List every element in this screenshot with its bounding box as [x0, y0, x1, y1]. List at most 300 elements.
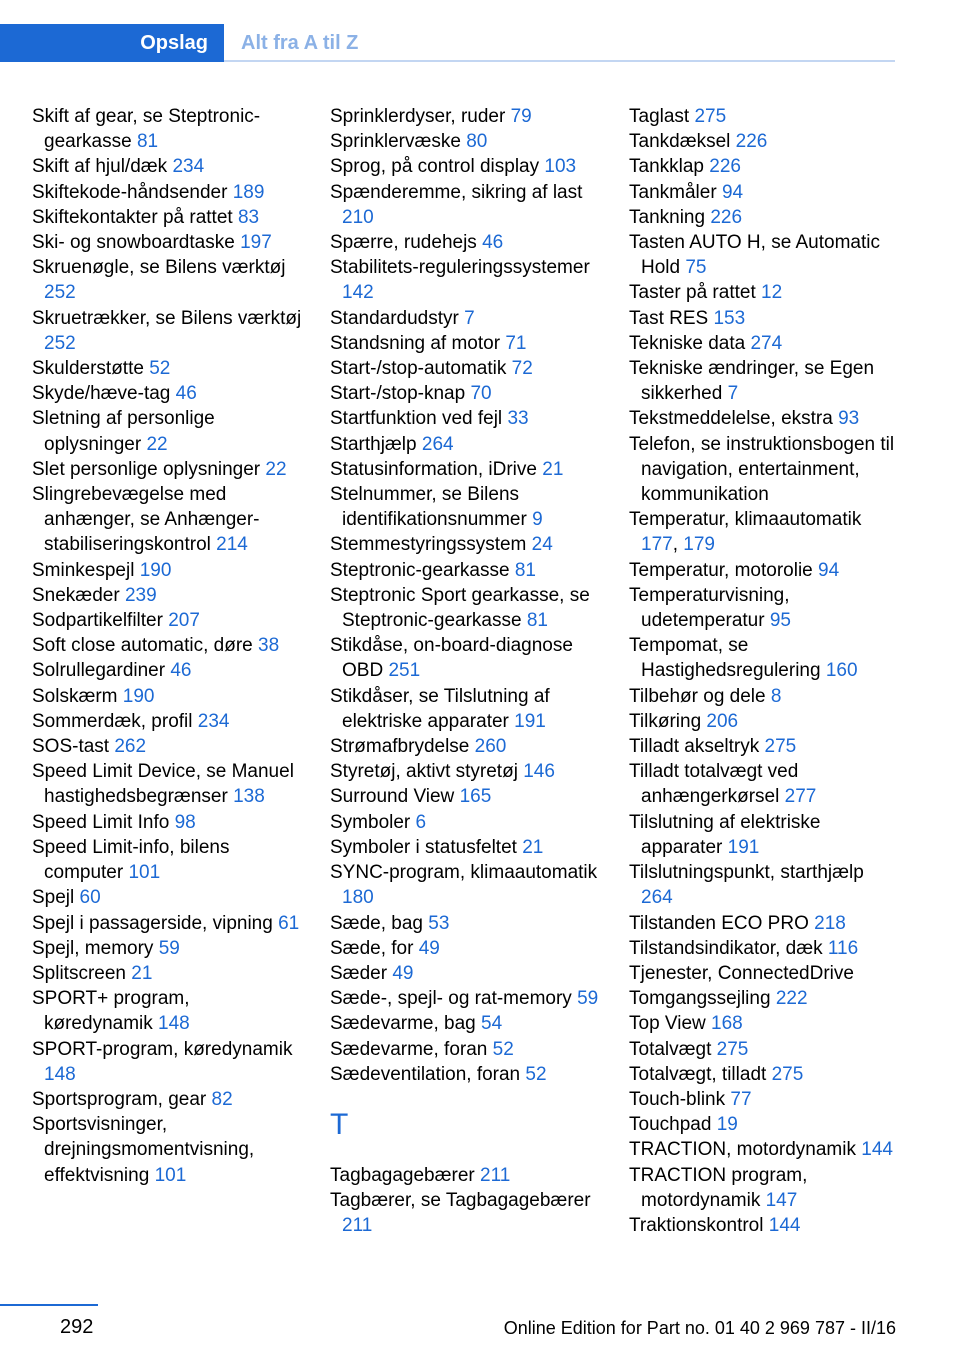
page-link[interactable]: 21: [522, 836, 544, 858]
tab-underline: [224, 60, 895, 62]
page-link[interactable]: 46: [175, 383, 197, 405]
page-link[interactable]: 191: [514, 710, 546, 732]
index-entry: [330, 684, 600, 734]
index-entry: [330, 1062, 600, 1087]
index-entry: [629, 558, 899, 583]
index-entry: [330, 558, 600, 583]
page-link[interactable]: 264: [421, 433, 454, 455]
index-entry: [330, 961, 600, 986]
index-entry: [629, 709, 899, 734]
entry-term: Spejl i passagerside, vipning: [32, 912, 273, 934]
index-column-3: [629, 104, 899, 1238]
index-entry: [629, 205, 899, 230]
page-link[interactable]: 61: [278, 912, 300, 934]
entry-term: Taglast: [629, 106, 690, 127]
page-link[interactable]: 146: [523, 761, 555, 783]
index-entry: [330, 784, 600, 809]
index-entry: [629, 432, 899, 508]
entry-term: Sædevarme, bag: [330, 1013, 476, 1035]
page-link[interactable]: 21: [131, 962, 153, 984]
index-entry: [629, 633, 899, 683]
page-link[interactable]: 160: [825, 660, 858, 682]
entry-term: Sportsvisninger, drejningsmomentvisning, effektvisning: [32, 1114, 255, 1186]
entry-term: Tilkøring: [629, 710, 702, 732]
index-entry: [32, 482, 302, 558]
index-entry: [629, 1163, 899, 1213]
index-entry: [330, 180, 600, 230]
page-link[interactable]: 9: [532, 509, 543, 531]
page-link[interactable]: 165: [459, 786, 492, 808]
index-entry: [32, 608, 302, 633]
page-link[interactable]: 81: [514, 559, 536, 581]
page-link[interactable]: 153: [713, 307, 746, 329]
index-entry: [330, 860, 600, 910]
entry-term: Slet personlige oplysninger: [32, 458, 261, 480]
index-entry: [32, 709, 302, 734]
index-entry: [330, 255, 600, 305]
entry-term: Sæde-, spejl- og rat-memory: [330, 988, 572, 1010]
page-link[interactable]: 72: [511, 358, 533, 380]
index-entry: [330, 432, 600, 457]
entry-term: Strømafbrydelse: [330, 736, 470, 758]
page-link[interactable]: 80: [466, 131, 488, 153]
page-link[interactable]: 148: [44, 1063, 76, 1085]
index-entry: [32, 205, 302, 230]
page-link[interactable]: 206: [706, 710, 739, 732]
entry-term: Stikdåser, se Tilslutning af elektriske apparater: [330, 685, 550, 732]
page-link[interactable]: 226: [735, 131, 768, 153]
entry-term: Sprinklervæske: [330, 131, 461, 153]
page-link[interactable]: 79: [510, 106, 532, 127]
index-entry: [629, 1213, 899, 1238]
page-link[interactable]: 38: [258, 635, 280, 657]
index-entry: [629, 1011, 899, 1036]
entry-term: Tankklap: [629, 156, 704, 178]
entry-term: Tilslutningspunkt, starthjælp: [629, 862, 864, 884]
entry-term: Tempomat, se Hastighedsregulering: [629, 635, 821, 682]
page-link[interactable]: 168: [711, 1013, 743, 1035]
page-link[interactable]: 234: [172, 156, 205, 178]
page-link[interactable]: 60: [79, 887, 101, 909]
page-link[interactable]: 142: [342, 282, 374, 304]
index-entry: [629, 583, 899, 633]
entry-term: Sletning af personlige oplysninger: [32, 408, 215, 455]
index-entry: [32, 684, 302, 709]
index-entry: [629, 860, 899, 910]
page-link[interactable]: 46: [170, 660, 192, 682]
page-link[interactable]: 251: [388, 660, 421, 682]
entry-term: SPORT-program, køredynamik: [32, 1038, 293, 1060]
page-link[interactable]: 147: [765, 1189, 798, 1211]
page-link[interactable]: 103: [544, 156, 577, 178]
page-link[interactable]: 7: [464, 307, 475, 329]
page-link[interactable]: 75: [685, 257, 707, 279]
page-link[interactable]: 7: [727, 383, 739, 405]
page-link[interactable]: 94: [721, 181, 744, 203]
page-link[interactable]: 179: [683, 534, 715, 556]
entry-term: Temperatur, klimaautomatik: [629, 509, 862, 531]
page-link[interactable]: 177: [641, 534, 673, 556]
entry-term: Steptronic Sport gearkasse, se Steptronic-gearkasse: [330, 584, 590, 632]
page-link[interactable]: 52: [149, 358, 171, 380]
entry-term: Skiftekode-håndsender: [32, 181, 228, 203]
tab-alt-fra-a-til-z[interactable]: Alt fra A til Z: [241, 31, 359, 54]
entry-term: Tilbehør og dele: [629, 685, 766, 707]
index-entry: [330, 381, 600, 406]
entry-term: Sportsprogram, gear: [32, 1088, 207, 1110]
page-link[interactable]: 148: [158, 1013, 190, 1035]
page-link[interactable]: 77: [730, 1088, 752, 1110]
entry-term: Splitscreen: [32, 962, 126, 984]
entry-term: Sædeventilation, foran: [330, 1063, 521, 1085]
entry-term: Stelnummer, se Bilens identifikationsnummer: [330, 484, 527, 531]
index-entry: [32, 457, 302, 482]
index-entry: [330, 331, 600, 356]
entry-term: Spænderemme, sikring af last: [330, 181, 583, 203]
edition-note: Online Edition for Part no. 01 40 2 969 787 - II/16: [503, 1318, 896, 1338]
page-link[interactable]: 144: [861, 1139, 893, 1161]
entry-term: Telefon, se instruktionsbogen til navigation, entertainment, kommunikation: [629, 433, 895, 506]
entry-term: Standardudstyr: [330, 307, 459, 329]
index-entry: [32, 961, 302, 986]
page-link[interactable]: 211: [480, 1164, 511, 1186]
index-entry: [330, 911, 600, 936]
index-entry: [330, 835, 600, 860]
index-entry: [330, 230, 600, 255]
entry-term: Skift af hjul/dæk: [32, 156, 168, 178]
page-link[interactable]: 81: [526, 610, 548, 632]
entry-term: Tilladt akseltryk: [629, 736, 760, 758]
index-entry: [629, 406, 899, 431]
page-link[interactable]: 33: [507, 408, 529, 430]
page-link[interactable]: 52: [492, 1038, 514, 1060]
entry-term: Totalvægt: [629, 1038, 712, 1060]
index-entry: [330, 154, 600, 179]
entry-term: Spærre, rudehejs: [330, 232, 477, 254]
index-entry: [629, 759, 899, 809]
page-link[interactable]: 101: [154, 1164, 187, 1186]
entry-term: Tankdæksel: [629, 131, 731, 153]
entry-term: Stabilitets-reguleringssystemer: [330, 257, 590, 279]
page-link[interactable]: 81: [136, 131, 159, 153]
page-link[interactable]: 190: [139, 559, 172, 581]
page-link[interactable]: 19: [716, 1114, 738, 1136]
tab-opslag[interactable]: Opslag: [0, 24, 224, 62]
index-entry: [32, 180, 302, 205]
entry-term: Speed Limit Info: [32, 811, 170, 833]
page-link[interactable]: 21: [542, 458, 564, 480]
entry-term: Temperatur, motorolie: [629, 559, 813, 581]
page-link[interactable]: 95: [769, 610, 791, 632]
entry-term: Start-/stop-knap: [330, 383, 466, 405]
entry-term: Sprinklerdyser, ruder: [330, 106, 506, 127]
page-link[interactable]: 116: [827, 937, 859, 959]
page-link[interactable]: 94: [818, 559, 840, 581]
page-link[interactable]: 275: [764, 736, 797, 758]
entry-term: Startfunktion ved fejl: [330, 408, 503, 430]
page-link[interactable]: 252: [44, 282, 76, 304]
index-entry: [629, 911, 899, 936]
index-entry: [32, 734, 302, 759]
index-entry: [629, 1112, 899, 1137]
index-entry: [629, 129, 899, 154]
entry-term: Totalvægt, tilladt: [629, 1063, 767, 1085]
index-entry: [32, 558, 302, 583]
page-link[interactable]: 226: [709, 156, 741, 178]
entry-term: Skift af gear, se Steptronic-gearkasse: [32, 106, 261, 153]
page-link[interactable]: 59: [158, 937, 180, 959]
entry-term: Tekstmeddelelse, ekstra: [629, 408, 833, 430]
index-entry: [330, 306, 600, 331]
index-entry: [330, 1188, 600, 1238]
index-entry: [32, 381, 302, 406]
entry-term: Sprog, på control display: [330, 156, 540, 178]
index-entry: [629, 306, 899, 331]
index-entry: [330, 457, 600, 482]
page-link[interactable]: 82: [211, 1088, 233, 1110]
entry-term: Sæde, for: [330, 937, 414, 959]
index-entry: [330, 759, 600, 784]
entry-term: Sommerdæk, profil: [32, 710, 193, 732]
page-link[interactable]: 49: [392, 962, 414, 984]
entry-term: Styretøj, aktivt styretøj: [330, 761, 518, 783]
index-entry: [32, 1112, 302, 1188]
page-link[interactable]: 59: [577, 988, 599, 1010]
entry-term: Ski- og snowboardtaske: [32, 232, 235, 254]
entry-term: Solskærm: [32, 685, 118, 707]
page-link[interactable]: 260: [474, 736, 507, 758]
entry-term: Slingrebevægelse med anhænger, se Anhænger-stabiliseringskontrol: [32, 484, 260, 556]
index-entry: [629, 356, 899, 406]
index-entry: [629, 1137, 899, 1162]
page-number: 292: [60, 1316, 94, 1338]
index-entry: [629, 961, 899, 986]
entry-term: Sæder: [330, 962, 388, 984]
page-link[interactable]: 98: [174, 811, 196, 833]
entry-term: Starthjælp: [330, 433, 417, 455]
entry-term: Tagbagagebærer: [330, 1164, 475, 1186]
entry-term: Tagbærer, se Tagbagagebærer: [330, 1190, 591, 1212]
entry-term: Tjenester, ConnectedDrive: [629, 962, 854, 984]
entry-term: Tilslutning af elektriske apparater: [629, 811, 821, 858]
page-link[interactable]: 275: [716, 1038, 749, 1060]
index-entry: [32, 1087, 302, 1112]
index-entry: [32, 583, 302, 608]
index-entry: [629, 986, 899, 1011]
entry-term: Steptronic-gearkasse: [330, 559, 510, 581]
index-entry: [32, 255, 302, 305]
entry-term: Surround View: [330, 786, 455, 808]
index-entry: [629, 734, 899, 759]
index-entry: [330, 810, 600, 835]
page-link[interactable]: 138: [233, 786, 265, 808]
entry-term: Sodpartikelfilter: [32, 610, 163, 632]
index-entry: [32, 911, 302, 936]
page-link[interactable]: 22: [146, 433, 168, 455]
index-entry: [32, 633, 302, 658]
index-entry: [32, 1037, 302, 1087]
page-link[interactable]: 70: [470, 383, 492, 405]
index-entry: [32, 986, 302, 1036]
index-entry: [330, 129, 600, 154]
index-column-1: [32, 104, 302, 1188]
entry-term: SPORT+ program, køredynamik: [32, 988, 190, 1035]
index-entry: [330, 936, 600, 961]
index-entry: [629, 1037, 899, 1062]
section-letter: T: [330, 1107, 349, 1141]
entry-term: Solrullegardiner: [32, 660, 166, 682]
page-link[interactable]: 222: [775, 988, 808, 1010]
entry-term: Start-/stop-automatik: [330, 358, 507, 380]
entry-term: Statusinformation, iDrive: [330, 458, 537, 480]
entry-term: Skyde/hæve-tag: [32, 383, 171, 405]
index-entry: [32, 154, 302, 179]
page-link[interactable]: 234: [197, 710, 230, 732]
entry-term: Tilstandsindikator, dæk: [629, 937, 823, 959]
page-link[interactable]: 239: [124, 584, 157, 606]
entry-term: Tekniske ændringer, se Egen sikkerhed: [629, 358, 875, 405]
entry-term: Snekæder: [32, 584, 120, 606]
index-entry: [32, 306, 302, 356]
entry-term: Standsning af motor: [330, 332, 501, 354]
entry-term: Tekniske data: [629, 332, 746, 354]
entry-term: Sminkespejl: [32, 559, 135, 581]
entry-term: Sædevarme, foran: [330, 1038, 488, 1060]
index-entry: [629, 684, 899, 709]
page-link[interactable]: 191: [727, 836, 760, 858]
entry-term: Stemmestyringssystem: [330, 534, 527, 556]
index-entry: Temperatur, klimaautomatik 177, 179: [629, 509, 862, 556]
page-link[interactable]: 218: [814, 912, 846, 934]
entry-term: Touch-blink: [629, 1088, 726, 1110]
page-link[interactable]: 262: [114, 736, 147, 758]
index-entry: [330, 104, 600, 129]
index-entry: [629, 331, 899, 356]
entry-term: Tast RES: [629, 307, 709, 329]
page-link[interactable]: 275: [771, 1063, 804, 1085]
page-link[interactable]: 46: [482, 232, 504, 254]
index-entry: [32, 658, 302, 683]
index-entry: [32, 885, 302, 910]
page-link[interactable]: 189: [232, 181, 265, 203]
index-entry: [629, 810, 899, 860]
page-link[interactable]: 275: [694, 106, 727, 127]
page-link[interactable]: 214: [216, 534, 248, 556]
page-link[interactable]: 197: [240, 232, 272, 254]
page-link[interactable]: 144: [768, 1214, 801, 1236]
page-link[interactable]: 207: [168, 610, 200, 632]
entry-term: Skruetrækker, se Bilens værktøj: [32, 307, 302, 329]
index-entry: [330, 1011, 600, 1036]
page-link[interactable]: 277: [784, 786, 817, 808]
index-entry: [330, 406, 600, 431]
entry-term: Tilladt totalvægt ved anhængerkørsel: [629, 761, 799, 808]
page-link[interactable]: 53: [428, 912, 450, 934]
page-link[interactable]: 49: [418, 937, 440, 959]
page-link[interactable]: 93: [838, 408, 860, 430]
page-link[interactable]: 22: [265, 458, 287, 480]
page-link[interactable]: 83: [237, 206, 260, 228]
index-column-2: [330, 104, 600, 1239]
page-link[interactable]: 180: [342, 887, 374, 909]
index-entry: [330, 734, 600, 759]
page-link[interactable]: 52: [525, 1063, 547, 1085]
index-entry: [330, 356, 600, 381]
entry-term: Traktionskontrol: [629, 1214, 764, 1236]
entry-term: Tomgangssejling: [629, 988, 771, 1010]
page-link[interactable]: 252: [44, 332, 76, 354]
index-entry: [629, 280, 899, 305]
page-link[interactable]: 190: [122, 685, 155, 707]
entry-term: Top View: [629, 1013, 706, 1035]
index-entry: [32, 230, 302, 255]
header-tabs: [0, 24, 895, 62]
index-entry: [629, 936, 899, 961]
entry-term: Symboler: [330, 811, 411, 833]
footer-rule: [0, 1304, 98, 1306]
page-link[interactable]: 8: [770, 685, 782, 707]
entry-term: Tankmåler: [629, 181, 717, 203]
page-link[interactable]: 211: [342, 1215, 373, 1237]
index-entry: [330, 583, 600, 633]
entry-term: TRACTION, motordynamik: [629, 1139, 856, 1161]
entry-term: SYNC-program, klimaautomatik: [330, 862, 598, 884]
index-entry: [629, 180, 899, 205]
page-link[interactable]: 274: [750, 332, 783, 354]
entry-term: Symboler i statusfeltet: [330, 836, 517, 858]
page-link[interactable]: 264: [641, 887, 673, 909]
index-entry: [32, 936, 302, 961]
entry-term: Speed Limit-info, bilens computer: [32, 836, 230, 884]
page-link[interactable]: 24: [531, 534, 553, 556]
index-entry: [32, 104, 302, 154]
entry-term: Tasten AUTO H, se Automatic Hold: [629, 232, 880, 279]
page-link[interactable]: 71: [505, 332, 527, 354]
entry-term: Tilstanden ECO PRO: [629, 912, 809, 934]
index-entry: [32, 406, 302, 456]
index-entry: [629, 230, 899, 280]
entry-term: Temperaturvisning, udetemperatur: [629, 584, 790, 632]
index-entry: [330, 482, 600, 532]
index-entry: [330, 633, 600, 683]
entry-term: TRACTION program, motordynamik: [629, 1164, 808, 1211]
entry-term: Skiftekontakter på rattet: [32, 206, 233, 228]
index-entry: [629, 1087, 899, 1112]
entry-term: Touchpad: [629, 1114, 712, 1136]
entry-term: Taster på rattet: [629, 282, 756, 304]
entry-term: Sæde, bag: [330, 912, 423, 934]
entry-term: Tankning: [629, 206, 706, 228]
index-entry: [330, 1163, 600, 1188]
page-link[interactable]: 226: [710, 206, 743, 228]
entry-term: Skruenøgle, se Bilens værktøj: [32, 257, 286, 279]
page-link[interactable]: 54: [481, 1013, 503, 1035]
entry-term: Stikdåse, on-board-diagnose OBD: [330, 635, 573, 682]
index-entry: [32, 759, 302, 809]
page-link[interactable]: 210: [342, 206, 374, 228]
index-entry: [32, 835, 302, 885]
entry-term: Spejl, memory: [32, 937, 154, 959]
entry-term: Soft close automatic, døre: [32, 635, 253, 657]
index-entry: [330, 532, 600, 557]
index-entry: [32, 356, 302, 381]
entry-term: Skulderstøtte: [32, 358, 144, 380]
page-link[interactable]: 6: [415, 811, 427, 833]
index-entry: [629, 154, 899, 179]
page-link[interactable]: 12: [761, 282, 783, 304]
page-link[interactable]: 101: [128, 862, 161, 884]
entry-term: Speed Limit Device, se Manuel hastighedsbegrænser: [32, 761, 294, 808]
